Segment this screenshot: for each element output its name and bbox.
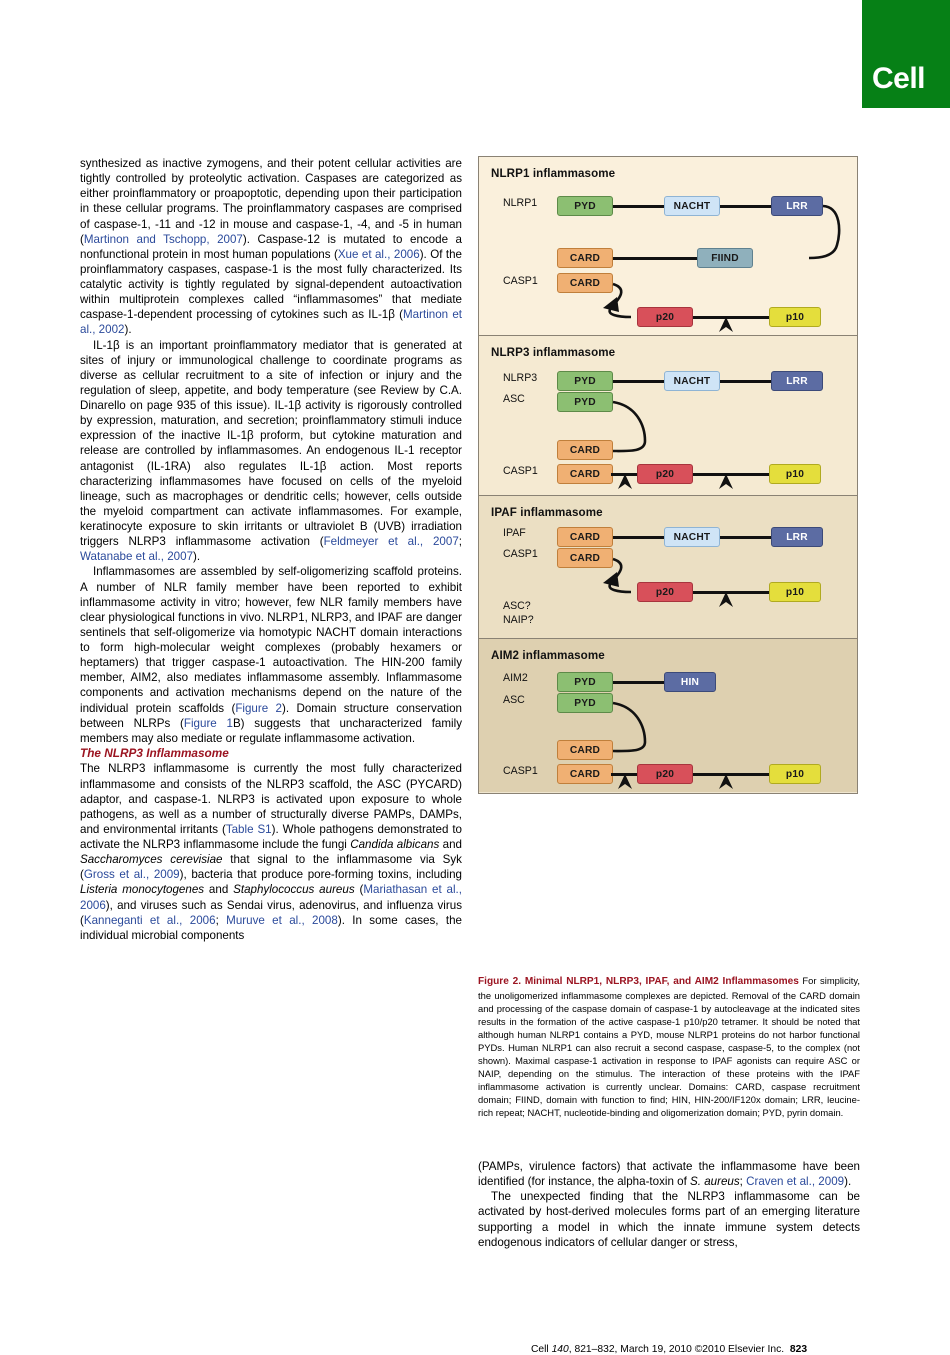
domain-pyd[interactable]: PYD [557,371,613,391]
domain-nacht[interactable]: NACHT [664,196,720,216]
row-label-asc: ASC [503,694,525,706]
domain-lrr[interactable]: LRR [771,527,823,547]
panel-aim2-inflammasome [479,639,857,792]
cleavage-arrows [479,639,859,792]
cell-journal-masthead [862,0,950,108]
panel-nlrp1-inflammasome [479,157,857,336]
citation-link[interactable]: Martinon and Tschopp, 2007 [83,232,243,246]
journal-logo-text: Cell [872,62,926,95]
domain-pyd[interactable]: PYD [557,392,613,412]
row-label-nlrp3: NLRP3 [503,372,538,384]
cleavage-arrow [479,157,859,336]
domain-fiind[interactable]: FIIND [697,248,753,268]
footer-volume: 140 [551,1344,569,1355]
domain-pyd[interactable]: PYD [557,693,613,713]
domain-nacht[interactable]: NACHT [664,371,720,391]
citation-link[interactable]: Feldmeyer et al., 2007 [323,535,459,549]
domain-p20[interactable]: p20 [637,764,693,784]
figure-caption-title: Figure 2. Minimal NLRP1, NLRP3, IPAF, and AIM2 Inflammasomes [478,976,799,987]
domain-card[interactable]: CARD [557,527,613,547]
cleavage-arrows [479,336,859,496]
paragraph-2: IL-1β is an important proinflammatory mediator that is generated at sites of injury or immunological challenge to coordinate programs as diverse as cellular recruitment to a site of infection or injury and the regulation of sleep, appetite, and body temperature (see Review by C.A. Dinarello on page 935 of this issue). IL-1β activity is rigorously controlled by expression, maturation, and secretion; proinflammatory stimuli induce expression of the inactive IL-1β proform, but cytokine maturation and release are controlled by inflammasomes. An endogenous IL-1 receptor antagonist (IL-1RA) also regulates IL-1β action. Most reports characterizing inflammasomes have focused on cells of the myeloid lineage, such as macrophages or dendritic cells; however, cells outside the myeloid compartment can activate inflammasomes. For example, keratinocyte exposure to skin irritants or ultraviolet B (UVB) irradiation triggers NLRP3 inflammasome activation (Feldmeyer et al., 2007; Watanabe et al., 2007). [80,338,462,564]
panel-ipaf-inflammasome [479,496,857,639]
domain-p20[interactable]: p20 [637,582,693,602]
section-heading: The NLRP3 Inflammasome [80,745,229,760]
page-footer [478,1344,860,1355]
figure-link[interactable]: Figure 1 [183,716,233,730]
domain-p10[interactable]: p10 [769,307,821,327]
domain-card[interactable]: CARD [557,440,613,460]
row-label-casp1: CASP1 [503,548,538,560]
citation-link[interactable]: Martinon et al., 2002 [80,308,462,337]
right-paragraph-1: (PAMPs, virulence factors) that activate the inflammasome have been identified (for instance, the alpha-toxin of S. aureus; Craven et al., 2009). [478,1160,860,1189]
domain-card[interactable]: CARD [557,740,613,760]
row-label-asc-q: ASC? [503,600,531,612]
domain-p10[interactable]: p10 [769,464,821,484]
row-label-nlrp1: NLRP1 [503,197,538,209]
domain-p20[interactable]: p20 [637,307,693,327]
domain-pyd[interactable]: PYD [557,672,613,692]
right-text-column [478,1159,860,1250]
citation-link[interactable]: Gross et al., 2009 [83,868,180,882]
footer-citation-pre: Cell [530,1344,552,1355]
citation-link[interactable]: Watanabe et al., 2007 [80,550,194,564]
panel-nlrp3-inflammasome [479,336,857,496]
panel-title: IPAF inflammasome [491,506,603,519]
row-label-aim2: AIM2 [503,672,528,684]
row-label-ipaf: IPAF [503,527,526,539]
table-link[interactable]: Table S1 [225,822,272,836]
page-number: 823 [789,1344,808,1355]
citation-link[interactable]: Mariathasan et al., 2006 [80,883,462,912]
domain-nacht[interactable]: NACHT [664,527,720,547]
domain-card[interactable]: CARD [557,464,613,484]
paragraph-3: Inflammasomes are assembled by self-oligomerizing scaffold proteins. A number of NLR family member have been reported to exhibit inflammasome activity in vitro; however, few NLR family members have clear physiological functions in vivo. NLRP1, NLRP3, and IPAF are danger sentinels that self-oligomerize via homotypic NACHT domain interactions to form high-molecular weight complexes (probably hexamers or heptamers) that trigger caspase-1 autoactivation. The HIN-200 family member, AIM2, also mediates inflammasome assembly. Inflammasome components and activation mechanisms depend on the nature of the individual protein scaffolds (Figure 2). Domain structure conservation between NLRPs (Figure 1B) suggests that uncharacterized family members may also mediate or regulate inflammasome activation. [80,565,462,745]
domain-lrr[interactable]: LRR [771,196,823,216]
domain-card[interactable]: CARD [557,764,613,784]
domain-p10[interactable]: p10 [769,764,821,784]
domain-hin[interactable]: HIN [664,672,716,692]
domain-p20[interactable]: p20 [637,464,693,484]
figure-caption-body: For simplicity, the unoligomerized inflammasome complexes are depicted. Removal of the CARD domain and processing of the caspase domain of caspase-1 by autocleavage at the indicated sites results in the formation of the active caspase-1 p10/p20 tetramer. It should be noted that although human NLRP1 contains a PYD, mouse NLRP1 proteins do not harbor functional PYDs. Human NLRP1 can also recruit a second caspase, caspase-5, to the complex (not shown). Maximal caspase-1 activation in response to IPAF agonists can require ASC or NAIP, depending on the stimulus. The interaction of these proteins with the IPAF inflammasome activation is currently unclear. Domains: CARD, caspase recruitment domain; FIIND, domain with function to find; HIN, HIN-200/IF120x domain; LRR, leucine-rich repeat; NACHT, nucleotide-binding and oligomerization domain; PYD, pyrin domain. [478,975,860,1119]
paragraph-1: synthesized as inactive zymogens, and their potent cellular activities are tightly controlled by proteolytic activation. Caspases are categorized as either proinflammatory or proapoptotic, depending upon their participation in these cellular programs. The proinflammatory caspases are comprised of caspase-1, -11 and -12 in mouse and caspase-1, -4, and -5 in human (Martinon and Tschopp, 2007). Caspase-12 is mutated to encode a nonfunctional protein in most human populations (Xue et al., 2006). Of the proinflammatory caspases, caspase-1 is the most fully characterized. Its catalytic activity is tightly regulated by signal-dependent autoactivation within multiprotein complexes called “inflammasomes” that mediate caspase-1-dependent processing of cytokines such as IL-1β (Martinon et al., 2002). [80,157,462,337]
row-label-casp1: CASP1 [503,275,538,287]
right-paragraph-2: The unexpected finding that the NLRP3 inflammasome can be activated by host-derived molecules forms part of an emerging literature supporting a model in which the innate immune system detects endogenous indicators of cellular danger or stress, [478,1190,860,1249]
citation-link[interactable]: Kanneganti et al., 2006 [83,913,216,927]
citation-link[interactable]: Craven et al., 2009 [746,1175,845,1189]
left-text-column [80,156,462,943]
domain-lrr[interactable]: LRR [771,371,823,391]
domain-pyd[interactable]: PYD [557,196,613,216]
citation-link[interactable]: Xue et al., 2006 [337,247,420,261]
row-label-casp1: CASP1 [503,765,538,777]
domain-card[interactable]: CARD [557,548,613,568]
panel-title: NLRP3 inflammasome [491,346,616,359]
cleavage-arrow [479,496,859,639]
figure-caption [478,974,860,1119]
row-label-asc: ASC [503,393,525,405]
domain-card[interactable]: CARD [557,248,613,268]
domain-p10[interactable]: p10 [769,582,821,602]
panel-title: NLRP1 inflammasome [491,167,616,180]
figure-link[interactable]: Figure 2 [235,701,282,715]
row-label-naip-q: NAIP? [503,614,534,626]
domain-card[interactable]: CARD [557,273,613,293]
panel-title: AIM2 inflammasome [491,649,605,662]
figure-2-diagram [478,156,858,794]
footer-citation-post: , 821–832, March 19, 2010 ©2010 Elsevier Inc. [568,1344,785,1355]
citation-link[interactable]: Muruve et al., 2008 [226,913,338,927]
paragraph-4: The NLRP3 inflammasome is currently the most fully characterized inflammasome and consists of the NLRP3 scaffold, the ASC (PYCARD) adaptor, and caspase-1. NLRP3 is activated upon exposure to whole pathogens, as well as a number of structurally diverse PAMPs, DAMPs, and environmental irritants (Table S1). Whole pathogens demonstrated to activate the NLRP3 inflammasome include the fungi Candida albicans and Saccharomyces cerevisiae that signal to the inflammasome via Syk (Gross et al., 2009), bacteria that produce pore-forming toxins, including Listeria monocytogenes and Staphylococcus aureus (Mariathasan et al., 2006), and viruses such as Sendai virus, adenovirus, and influenza virus (Kanneganti et al., 2006; Muruve et al., 2008). In some cases, the individual microbial components [80,762,462,942]
row-label-casp1: CASP1 [503,465,538,477]
